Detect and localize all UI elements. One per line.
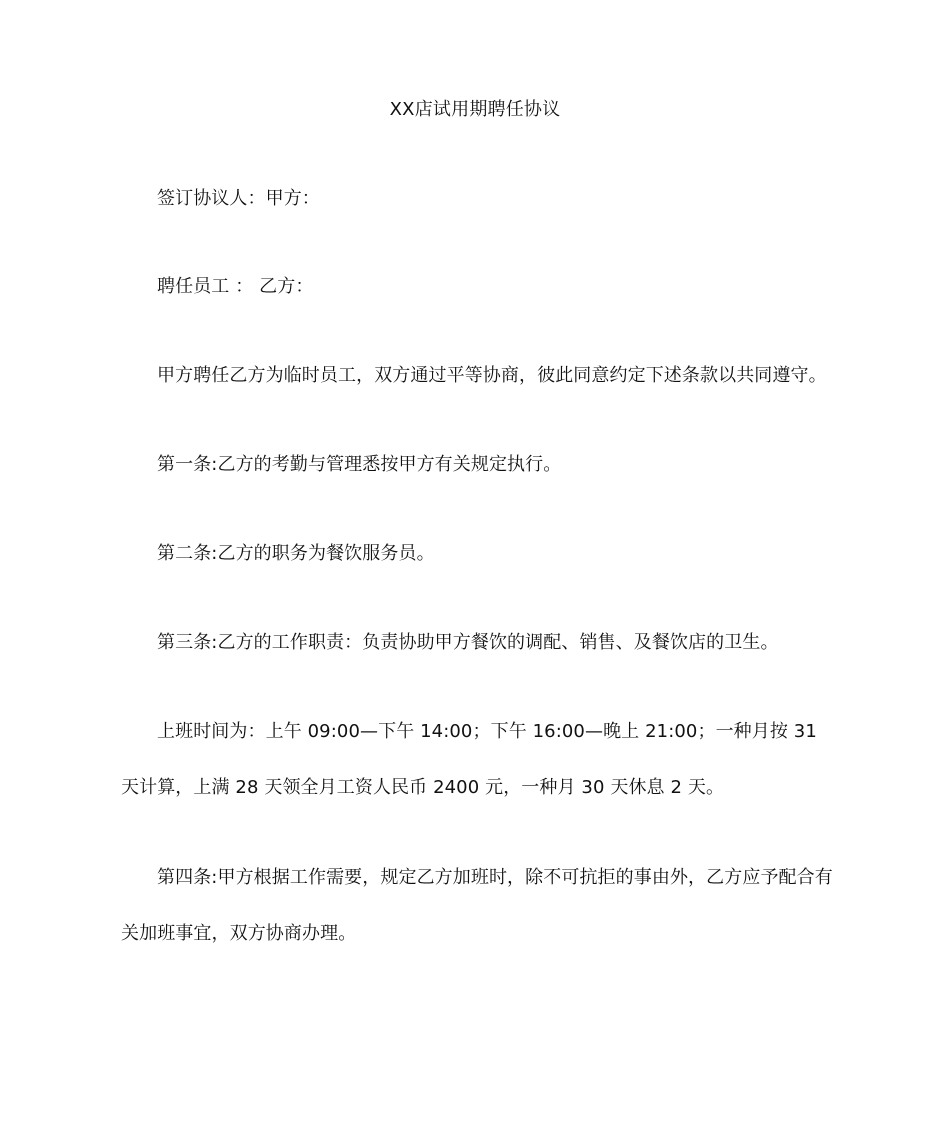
article-1: 第一条:乙方的考勤与管理悉按甲方有关规定执行。: [157, 454, 562, 475]
agreement-intro: 甲方聘任乙方为临时员工，双方通过平等协商，彼此同意约定下述条款以共同遵守。: [157, 365, 827, 386]
party-b-line: 聘任员工 ： 乙方：: [157, 276, 314, 297]
article-3: 第三条:乙方的工作职责：负责协助甲方餐饮的调配、销售、及餐饮店的卫生。: [157, 632, 779, 653]
party-a-line: 签订协议人：甲方：: [157, 188, 320, 209]
document-title: XX店试用期聘任协议: [389, 99, 561, 120]
article-4: 第四条:甲方根据工作需要，规定乙方加班时，除不可抗拒的事由外，乙方应予配合有关加班事宜，双方协商办理。: [121, 867, 833, 944]
work-hours-paragraph: 上班时间为：上午 09:00—下午 14:00；下午 16:00—晚上 21:00；一种月按 31 天计算，上满 28 天领全月工资人民币 2400 元，一种月 30 天休息 2 天。: [121, 721, 817, 798]
article-2: 第二条:乙方的职务为餐饮服务员。: [157, 543, 435, 564]
